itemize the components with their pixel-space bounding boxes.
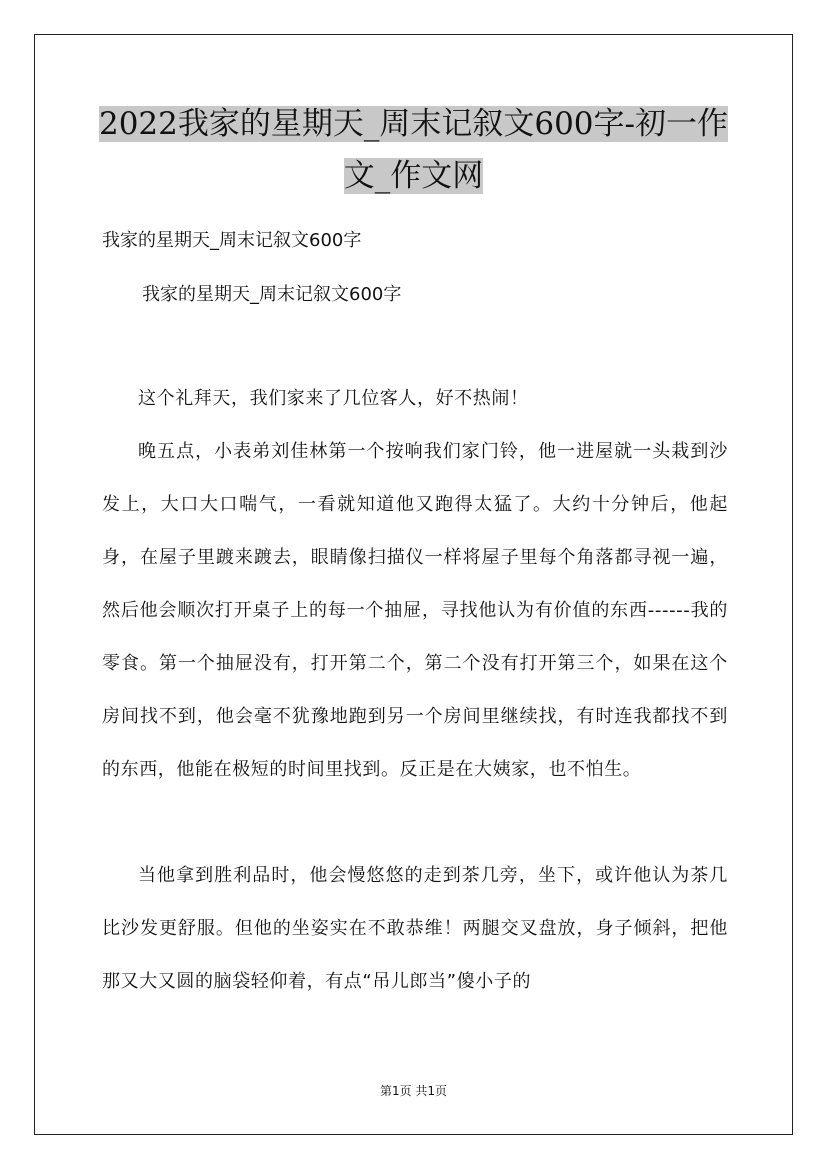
paragraph-2: 晚五点，小表弟刘佳林第一个按响我们家门铃，他一进屋就一头栽到沙发上，大口大口喘气，一看就知道他又跑得太猛了。大约十分钟后，他起身，在屋子里踱来踱去，眼睛像扫描仪一样将屋子里每个角落都寻视一遍，然后他会顺次打开桌子上的每一个抽屉，寻找他认为有价值的东西------我的零食。第一个抽屉没有，打开第二个，第二个没有打开第三个，如果在这个房间找不到，他会毫不犹豫地跑到另一个房间里继续找，有时连我都找不到的东西，他能在极短的时间里找到。反正是在大姨家，也不怕生。 <box>102 441 728 780</box>
paragraph-3: 当他拿到胜利品时，他会慢悠悠的走到茶几旁，坐下，或许他认为茶几比沙发更舒服。但他的坐姿实在不敢恭维！两腿交叉盘放，身子倾斜，把他那又大又圆的脑袋轻仰着，有点“吊儿郎当”傻小子的 <box>102 865 728 992</box>
page-footer: 第1页 共1页 <box>379 1084 448 1098</box>
title-line-1: 2022我家的星期天_周末记叙文600字-初一作 <box>98 106 729 142</box>
subtitle-indented: 我家的星期天_周末记叙文600字 <box>142 284 402 305</box>
subtitle: 我家的星期天_周末记叙文600字 <box>102 230 362 251</box>
title-line-2: 文_作文网 <box>343 158 484 194</box>
paragraph-1: 这个礼拜天，我们家来了几位客人，好不热闹！ <box>138 388 529 409</box>
document-title <box>60 98 767 202</box>
